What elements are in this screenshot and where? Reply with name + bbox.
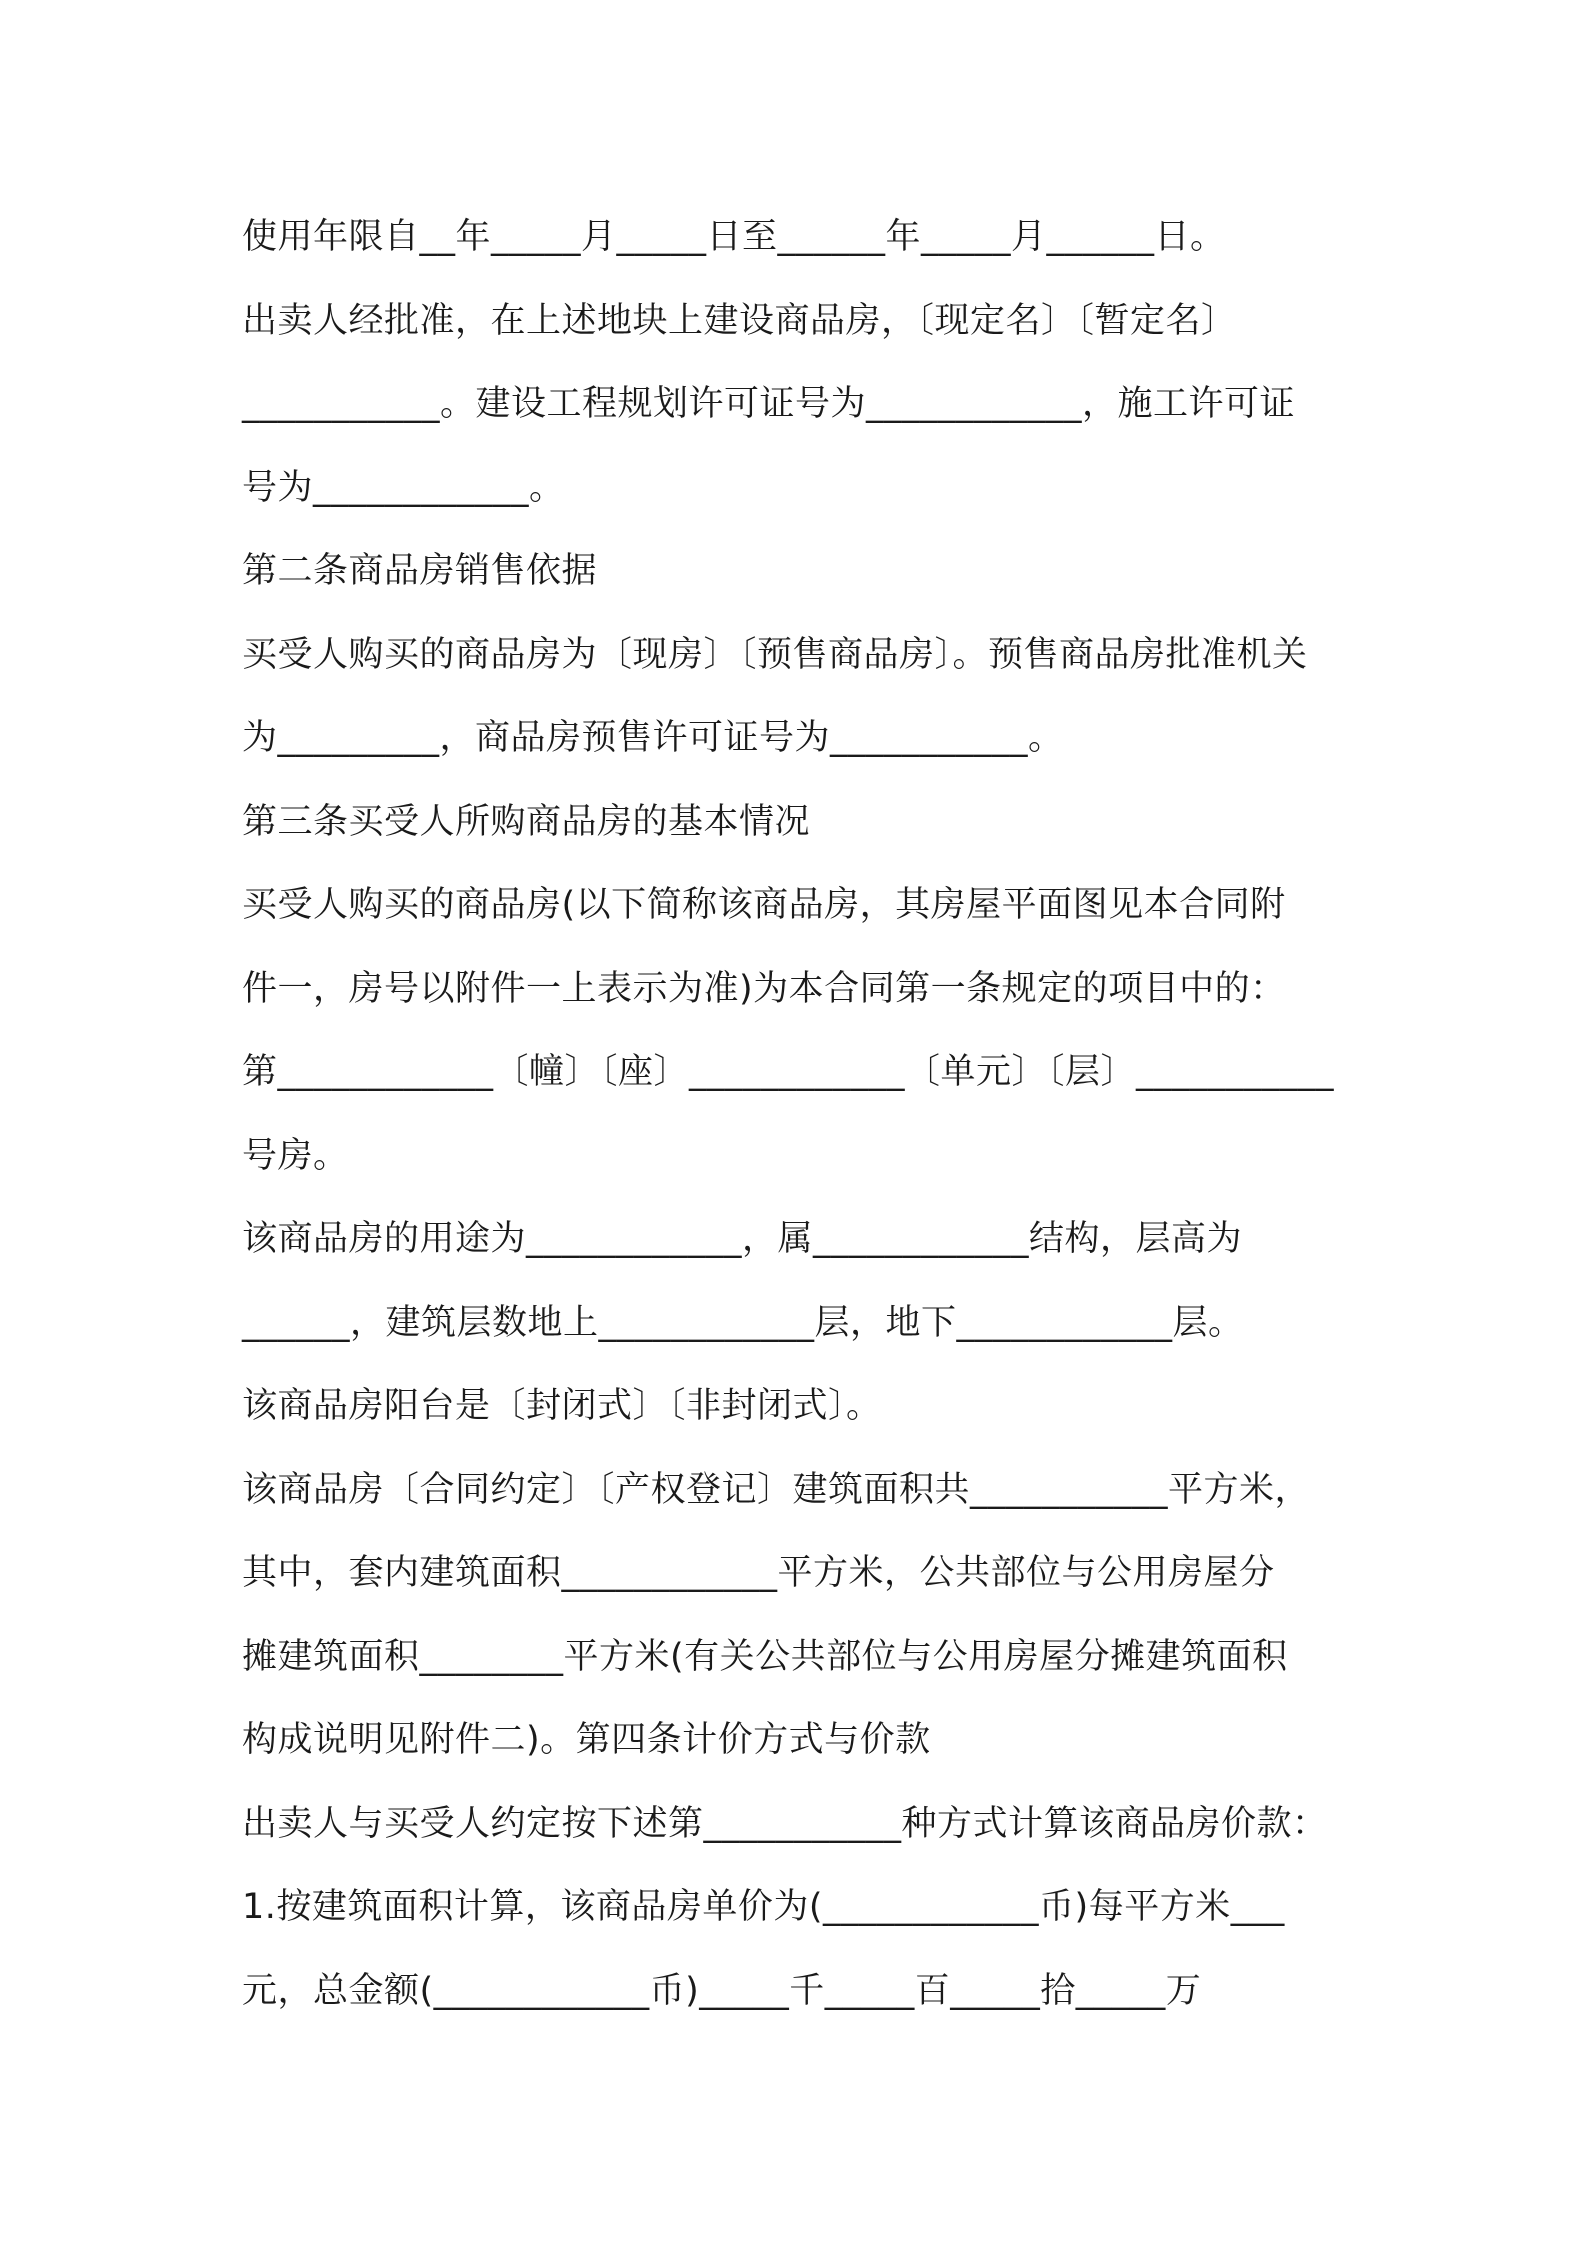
text-line: 出卖人经批准，在上述地块上建设商品房，〔现定名〕〔暂定名〕: [242, 300, 1237, 341]
text-line: 第____________〔幢〕〔座〕____________〔单元〕〔层〕___________: [242, 1052, 1335, 1092]
text-line: 元，总金额(____________币)_____千_____百_____拾_____万: [242, 1970, 1202, 2011]
text-line: 件一，房号以附件一上表示为准)为本合同第一条规定的项目中的：: [242, 968, 1286, 1009]
text-line: 买受人购买的商品房(以下简称该商品房，其房屋平面图见本合同附: [242, 885, 1286, 925]
section-heading: 第三条买受人所购商品房的基本情况: [242, 801, 811, 842]
text-line: 该商品房〔合同约定〕〔产权登记〕建筑面积共___________平方米，: [242, 1469, 1311, 1510]
text-line: 为_________，商品房预售许可证号为___________。: [242, 718, 1064, 758]
text-line: 号为____________。: [242, 467, 565, 508]
text-line: 该商品房阳台是〔封闭式〕〔非封闭式〕。: [242, 1386, 882, 1426]
text-line: 使用年限自__年_____月_____日至______年_____月______日。: [242, 217, 1226, 257]
text-line: ______，建筑层数地上____________层，地下____________层。: [242, 1302, 1244, 1343]
text-line: 构成说明见附件二)。第四条计价方式与价款: [242, 1720, 931, 1760]
text-line: 摊建筑面积________平方米(有关公共部位与公用房屋分摊建筑面积: [242, 1636, 1288, 1677]
text-line: 号房。: [242, 1135, 349, 1176]
section-heading: 第二条商品房销售依据: [242, 551, 598, 591]
text-line: 该商品房的用途为____________，属____________结构，层高为: [242, 1219, 1243, 1259]
text-line: 1.按建筑面积计算，该商品房单价为(____________币)每平方米___: [242, 1887, 1285, 1927]
text-line: 买受人购买的商品房为〔现房〕〔预售商品房〕。预售商品房批准机关: [242, 634, 1308, 675]
text-line: 其中，套内建筑面积____________平方米，公共部位与公用房屋分: [242, 1553, 1275, 1593]
text-line: 出卖人与买受人约定按下述第___________种方式计算该商品房价款：: [242, 1803, 1328, 1844]
text-line: ___________。建设工程规划许可证号为____________，施工许可证: [242, 384, 1296, 424]
contract-text: [242, 196, 1392, 2033]
